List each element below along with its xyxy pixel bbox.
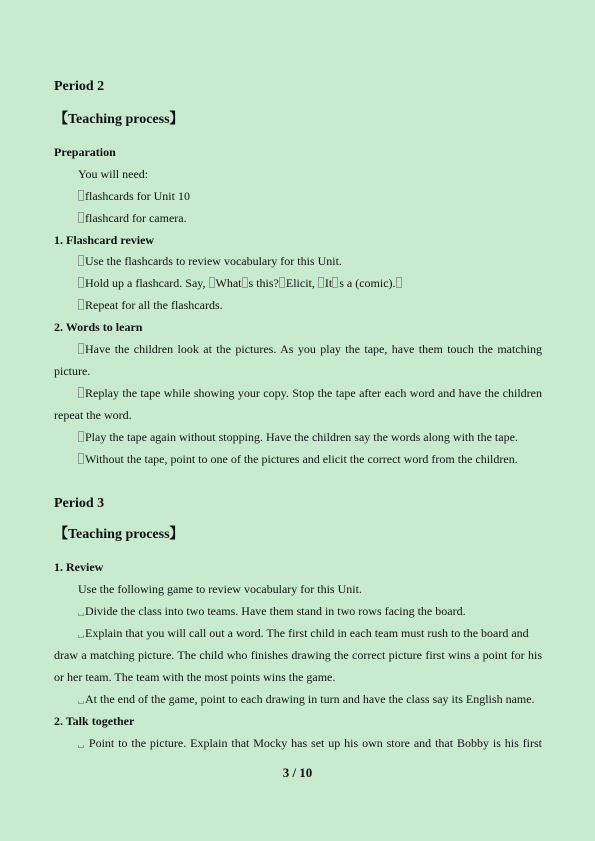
apostrophe-glyph-icon [242,277,248,288]
bullet-glyph-icon [78,701,84,704]
section-review-heading: 1. Review [54,560,104,574]
bullet-glyph-icon [78,299,84,310]
review-step-line: or her team. The team with the most points wins the game. [54,670,336,684]
period-3-process-heading: 【Teaching process】 [54,527,184,542]
need-item: flashcards for Unit 10 [78,189,190,203]
talk-step-line: Point to the picture. Explain that Mocky has set up his own store and that Bobby is his first [78,736,542,750]
words-step-line: Replay the tape while showing your copy. Stop the tape after each word and have the children [78,386,542,400]
bullet-glyph-icon [78,635,84,638]
period-2-title: Period 2 [54,79,105,94]
flashcard-step: Repeat for all the flashcards. [78,298,223,312]
bullet-glyph-icon [78,277,84,288]
bullet-glyph-icon [78,613,84,616]
period-3-title: Period 3 [54,496,105,511]
section-talk-together-heading: 2. Talk together [54,714,135,728]
page-number: 3 / 10 [282,765,313,780]
bullet-glyph-icon [78,745,84,748]
review-intro: Use the following game to review vocabulary for this Unit. [78,582,362,596]
words-step-line: Without the tape, point to one of the pictures and elicit the correct word from the children. [78,452,518,466]
section-words-to-learn-heading: 2. Words to learn [54,320,143,334]
bullet-glyph-icon [78,255,84,266]
need-item: flashcard for camera. [78,211,187,225]
quote-glyph-icon [318,277,324,288]
bullet-glyph-icon [78,431,84,442]
review-step-line: draw a matching picture. The child who finishes drawing the correct picture first wins a point for his [54,648,542,662]
review-step-line: Explain that you will call out a word. The first child in each team must rush to the board and [78,626,529,640]
bullet-glyph-icon [78,387,84,398]
words-step-line: Play the tape again without stopping. Have the children say the words along with the tape. [78,430,518,444]
preparation-heading: Preparation [54,145,116,159]
words-step-line: Have the children look at the pictures. As you play the tape, have them touch the matching [78,342,542,356]
bullet-glyph-icon [78,343,84,354]
period-2-process-heading: 【Teaching process】 [54,112,184,127]
section-flashcard-review-heading: 1. Flashcard review [54,233,155,247]
flashcard-step: Hold up a flashcard. Say, What s this? Elicit, It s a (comic). [78,276,403,290]
bullet-glyph-icon [78,212,84,223]
words-step-line: picture. [54,364,91,378]
bullet-glyph-icon [78,190,84,201]
words-step-line: repeat the word. [54,408,132,422]
review-step-line: At the end of the game, point to each drawing in turn and have the class say its English name. [78,692,535,706]
apostrophe-glyph-icon [332,277,338,288]
you-will-need: You will need: [78,167,149,181]
quote-glyph-icon [279,277,285,288]
quote-glyph-icon [396,277,402,288]
quote-glyph-icon [209,277,215,288]
bullet-glyph-icon [78,453,84,464]
review-step-line: Divide the class into two teams. Have them stand in two rows facing the board. [78,604,466,618]
flashcard-step: Use the flashcards to review vocabulary for this Unit. [78,254,342,268]
